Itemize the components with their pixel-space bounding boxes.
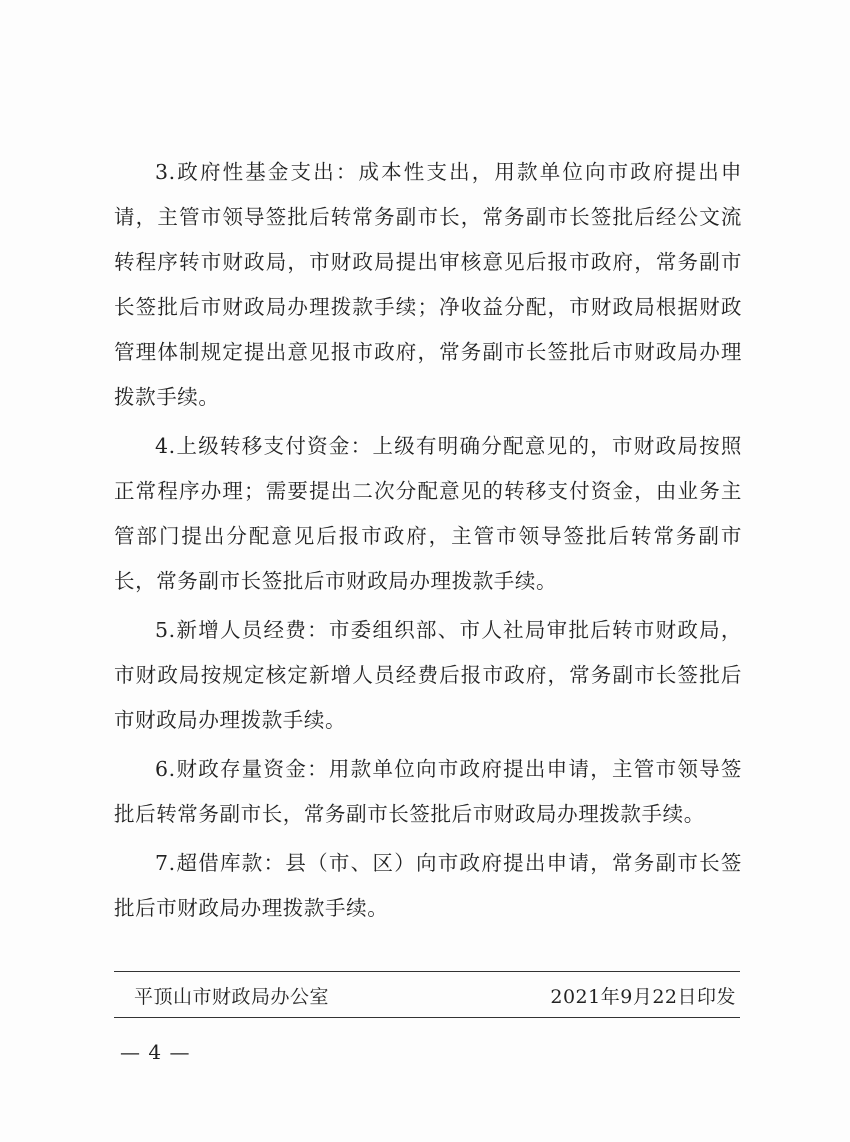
footer-bottom-divider bbox=[114, 1017, 740, 1018]
issue-date: 2021年9月22日印发 bbox=[550, 986, 736, 1008]
page-number: — 4 — bbox=[120, 1040, 191, 1064]
paragraph-government-fund-expenditure: 3.政府性基金支出：成本性支出，用款单位向市政府提出申请，主管市领导签批后转常务副市长，常务副市长签批后经公文流转程序转市财政局，市财政局提出审核意见后报市政府，常务副市长签批后市财政局办理拨款手续；净收益分配，市财政局根据财政管理体制规定提出意见报市政府，常务副市长签批后市财政局办理拨款手续。 bbox=[114, 160, 742, 409]
document-body bbox=[114, 150, 742, 935]
footer-top-divider bbox=[114, 971, 740, 972]
paragraph-new-staff-funding: 5.新增人员经费：市委组织部、市人社局审批后转市财政局，市财政局按规定核定新增人员经费后报市政府，常务副市长签批后市财政局办理拨款手续。 bbox=[114, 618, 742, 732]
paragraph-overdraft-treasury-funds: 7.超借库款：县（市、区）向市政府提出申请，常务副市长签批后市财政局办理拨款手续。 bbox=[114, 851, 742, 920]
paragraph-transfer-payment-funds: 4.上级转移支付资金：上级有明确分配意见的，市财政局按照正常程序办理；需要提出二次分配意见的转移支付资金，由业务主管部门提出分配意见后报市政府，主管市领导签批后转常务副市长，常务副市长签批后市财政局办理拨款手续。 bbox=[114, 434, 742, 593]
issuer-name: 平顶山市财政局办公室 bbox=[134, 986, 330, 1008]
paragraph-fiscal-stock-funds: 6.财政存量资金：用款单位向市政府提出申请，主管市领导签批后转常务副市长，常务副市长签批后市财政局办理拨款手续。 bbox=[114, 757, 742, 826]
